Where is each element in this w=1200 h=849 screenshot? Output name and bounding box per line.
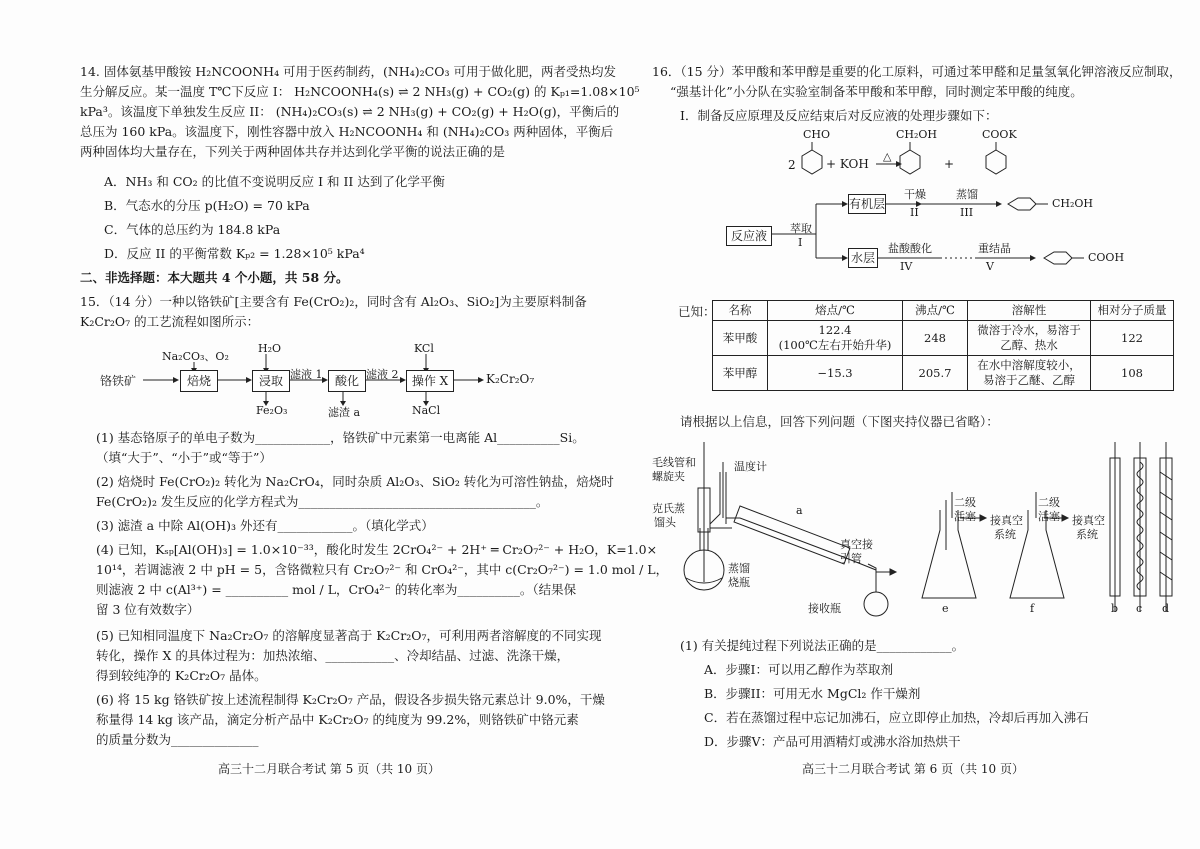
workup-recryst-step: V <box>986 260 994 273</box>
flow-box-roasting: 焙烧 <box>180 370 218 392</box>
flow-output-4: NaCl <box>412 404 441 417</box>
table-header: 名称 <box>713 301 768 321</box>
known-label: 已知： <box>678 304 716 319</box>
melting-value: 122.4 <box>818 323 852 337</box>
flow-box-acidify: 酸化 <box>328 370 366 392</box>
q15-part-5b: 转化，操作 X 的具体过程为：加热浓缩、___________、冷却结晶、过滤、洗涤干燥， <box>96 648 570 663</box>
table-header: 沸点/℃ <box>903 301 968 321</box>
condenser-a <box>734 506 850 564</box>
label-condenser-a: a <box>796 504 803 517</box>
q15-part-4d: 留 3 位有效数字） <box>96 602 200 617</box>
reaction-group-ch2oh: CH₂OH <box>896 128 938 141</box>
table-row <box>713 356 1174 391</box>
reaction-plus-koh: + KOH <box>826 157 869 171</box>
q15-intro-2: K₂Cr₂O₇ 的工艺流程如图所示： <box>80 314 260 329</box>
label-vacuum-2: 引管 <box>840 552 862 565</box>
q15-part-4c: 则滤液 2 中 c(Al³⁺) = __________ mol / L，CrO₄²⁻ 的转化率为__________。（结果保 <box>96 582 577 597</box>
ring-product-1 <box>1008 198 1036 210</box>
table-row <box>713 321 1174 356</box>
workup-product-2: COOH <box>1088 251 1125 264</box>
q15-part-6c: 的质量分数为______________ <box>96 732 259 747</box>
benzene-ring-1 <box>802 150 822 174</box>
workup-dry-label: 干燥 <box>904 188 926 201</box>
solubility-line-1: 微溶于冷水，易溶于 <box>977 323 1081 337</box>
workup-distill-label: 蒸馏 <box>956 188 978 201</box>
reaction-plus: + <box>944 157 955 171</box>
reaction-group-cook: COOK <box>982 128 1017 141</box>
label-vac-sys-f-1: 接真空 <box>1072 514 1105 527</box>
workup-box-organic-layer: 有机层 <box>848 194 886 214</box>
q14-line-1: 14. 固体氨基甲酸铵 H₂NCOONH₄ 可用于医药制药，(NH₄)₂CO₃ 可用于做化肥，两者受热均发 <box>80 64 616 79</box>
q14-line-3: kPa³。该温度下单独发生反应 II： (NH₄)₂CO₃(s) ⇌ 2 NH₃(g) + CO₂(g) + H₂O(g)，平衡后的 <box>80 104 620 119</box>
q16-intro-3: I．制备反应原理及反应结束后对反应液的处理步骤如下： <box>680 108 998 123</box>
benzene-ring-3 <box>986 150 1006 174</box>
q14-option-c: C．气体的总压约为 184.8 kPa <box>104 222 281 237</box>
q14-option-b: B．气态水的分压 p(H₂O) = 70 kPa <box>104 198 310 213</box>
label-flask-2: 烧瓶 <box>728 576 750 589</box>
q15-part-6b: 称量得 14 kg 该产品，滴定分析产品中 K₂Cr₂O₇ 的纯度为 99.2%，则铬铁矿中铬元素 <box>96 712 579 727</box>
properties-table <box>712 300 1174 391</box>
workup-dry-step: II <box>910 206 919 219</box>
left-page-footer: 高三十二月联合考试 第 5 页（共 10 页） <box>218 762 440 776</box>
q15-part-5a: (5) 已知相同温度下 Na₂Cr₂O₇ 的溶解度显著高于 K₂Cr₂O₇，可利用两者溶解度的不同实现 <box>96 628 602 643</box>
table-cell-solubility <box>968 356 1091 391</box>
receiving-flask <box>864 592 888 616</box>
table-cell-melting <box>768 356 903 391</box>
q14-line-4: 总压为 160 kPa。该温度下，刚性容器中放入 H₂NCOONH₄ 和 (NH₄)₂CO₃ 两种固体，平衡后 <box>80 124 614 139</box>
label-condenser-c: c <box>1136 602 1143 615</box>
q14-line-5: 两种固体均大量存在，下列关于两种固体共存并达到化学平衡的说法正确的是 <box>80 144 506 159</box>
label-capillary: 毛线管和 <box>652 456 696 469</box>
reaction-coefficient: 2 <box>788 158 796 172</box>
q14-option-d: D．反应 II 的平衡常数 Kₚ₂ = 1.28×10⁵ kPa⁴ <box>104 246 365 261</box>
apparatus-svg <box>640 432 1200 622</box>
q15-part-6a: (6) 将 15 kg 铬铁矿按上述流程制得 K₂Cr₂O₇ 产品，假设各步损失铬元素总计 9.0%，干燥 <box>96 692 605 707</box>
flow-start-label: 铬铁矿 <box>100 374 137 388</box>
workup-box-aqueous-layer: 水层 <box>848 248 878 268</box>
label-vac-sys-f-2: 系统 <box>1076 528 1098 541</box>
label-claisen-1: 克氏蒸 <box>652 502 685 515</box>
table-cell-melting <box>768 321 903 356</box>
flow-box-leaching: 浸取 <box>252 370 290 392</box>
q15-part-4a: (4) 已知，Kₛₚ[Al(OH)₃] = 1.0×10⁻³³，酸化时发生 2CrO₄²⁻ + 2H⁺ ═ Cr₂O₇²⁻ + H₂O，K=1.0× <box>96 542 658 557</box>
flow-residue-a: 滤渣 a <box>328 406 361 419</box>
q14-line-2: 生分解反应。某一温度 T℃下反应 I： H₂NCOONH₄(s) ⇌ 2 NH₃(g) + CO₂(g) 的 Kₚ₁=1.08×10⁵ <box>80 84 640 99</box>
q14-option-a: A．NH₃ 和 CO₂ 的比值不变说明反应 I 和 II 达到了化学平衡 <box>104 174 445 189</box>
label-plug-f-1: 二级 <box>1038 496 1060 509</box>
label-flask-e: e <box>942 602 949 615</box>
flow-input-4: KCl <box>414 342 434 355</box>
label-condenser-d: d <box>1162 602 1170 615</box>
workup-extract-step: I <box>798 236 803 249</box>
flow-output-2: Fe₂O₃ <box>256 404 288 417</box>
melting-note: (100℃左右开始升华) <box>778 338 892 352</box>
q15-part-1a: (1) 基态铬原子的单电子数为____________，铬铁矿中元素第一电离能 Al__________Si。 <box>96 430 585 445</box>
q15-part-5c: 得到较纯净的 K₂Cr₂O₇ 晶体。 <box>96 668 267 683</box>
flow-filtrate-1: 滤液 1 <box>290 368 323 381</box>
flow-box-operation-x: 操作 X <box>406 370 454 392</box>
label-condenser-b: b <box>1111 602 1119 615</box>
q16-option-d: D．步骤V：产品可用酒精灯或沸水浴加热烘干 <box>704 734 961 749</box>
flow-product: K₂Cr₂O₇ <box>486 372 535 386</box>
label-claisen-2: 馏头 <box>654 516 676 529</box>
table-header: 溶解性 <box>968 301 1091 321</box>
apparatus-hint: 请根据以上信息，回答下列问题（下图夹持仪器已省略）： <box>680 414 999 429</box>
workup-extract-label: 萃取 <box>790 222 812 235</box>
q16-intro-1: 16．（15 分）苯甲酸和苯甲醇是重要的化工原料，可通过苯甲醛和足量氢氧化钾溶液反应制取， <box>652 64 1182 79</box>
q15-intro-1: 15．（14 分）一种以铬铁矿[主要含有 Fe(CrO₂)₂，同时含有 Al₂O₃、SiO₂]为主要原料制备 <box>80 294 587 309</box>
table-cell-boiling: 205.7 <box>903 356 968 391</box>
label-vac-sys-e-2: 系统 <box>994 528 1016 541</box>
table-cell-boiling: 248 <box>903 321 968 356</box>
ring-product-2 <box>1044 252 1072 264</box>
q15-part-1b: （填“大于”、“小于”或“等于”） <box>96 450 272 465</box>
table-header: 熔点/℃ <box>768 301 903 321</box>
workup-product-1: CH₂OH <box>1052 197 1094 210</box>
solubility-line-1: 在水中溶解度较小， <box>977 358 1081 372</box>
flow-input-2: H₂O <box>258 342 282 355</box>
q16-option-b: B．步骤II：可用无水 MgCl₂ 作干燥剂 <box>704 686 921 701</box>
table-cell-mass: 108 <box>1091 356 1174 391</box>
solubility-line-2: 乙醇、热水 <box>1000 338 1058 352</box>
q15-part-3: (3) 滤渣 a 中除 Al(OH)₃ 外还有____________。（填化学式） <box>96 518 434 533</box>
label-spiral-clamp: 螺旋夹 <box>652 470 685 483</box>
workup-box-reaction-liquid: 反应液 <box>726 226 772 246</box>
right-page-footer: 高三十二月联合考试 第 6 页（共 10 页） <box>802 762 1024 776</box>
table-cell-solubility <box>968 321 1091 356</box>
label-flask-1: 蒸馏 <box>728 562 750 575</box>
label-vacuum-1: 真空接 <box>840 538 873 551</box>
reaction-group-cho: CHO <box>803 128 831 141</box>
table-cell-name: 苯甲醇 <box>713 356 768 391</box>
flow-filtrate-2: 滤液 2 <box>366 368 399 381</box>
label-receiver: 接收瓶 <box>808 602 841 615</box>
reaction-heat: △ <box>883 150 892 163</box>
flow-input-1: Na₂CO₃、O₂ <box>162 350 229 363</box>
workup-acidify-step: IV <box>900 260 913 273</box>
benzene-ring-2 <box>900 150 920 174</box>
q15-part-2b: Fe(CrO₂)₂ 发生反应的化学方程式为______________________________________。 <box>96 494 549 509</box>
label-plug-f-2: 活塞 <box>1038 510 1060 523</box>
label-plug-e-1: 二级 <box>954 496 976 509</box>
workup-acidify-label: 盐酸酸化 <box>888 242 932 255</box>
table-header: 相对分子质量 <box>1091 301 1174 321</box>
q16-option-c: C．若在蒸馏过程中忘记加沸石，应立即停止加热，冷却后再加入沸石 <box>704 710 1089 725</box>
q15-part-2a: (2) 焙烧时 Fe(CrO₂)₂ 转化为 Na₂CrO₄，同时杂质 Al₂O₃、SiO₂ 转化为可溶性钠盐，焙烧时 <box>96 474 614 489</box>
table-header-row <box>713 301 1174 321</box>
label-vac-sys-e-1: 接真空 <box>990 514 1023 527</box>
table-cell-mass: 122 <box>1091 321 1174 356</box>
label-flask-f: f <box>1030 602 1035 615</box>
right-page <box>600 0 1200 849</box>
melting-value: −15.3 <box>817 365 853 380</box>
workup-distill-step: III <box>960 206 974 219</box>
solubility-line-2: 易溶于乙醚、乙醇 <box>983 373 1075 387</box>
q16-part-1: (1) 有关提纯过程下列说法正确的是____________。 <box>680 638 965 653</box>
section-2-heading: 二、非选择题：本大题共 4 个小题，共 58 分。 <box>80 270 349 285</box>
q16-option-a: A．步骤I：可以用乙醇作为萃取剂 <box>704 662 893 677</box>
q16-intro-2: “强基计化”小分队在实验室制备苯甲酸和苯甲醇，同时测定苯甲酸的纯度。 <box>670 84 1083 99</box>
table-cell-name: 苯甲酸 <box>713 321 768 356</box>
q15-part-4b: 10¹⁴，若调滤液 2 中 pH = 5，含铬微粒只有 Cr₂O₇²⁻ 和 CrO₄²⁻，其中 c(Cr₂O₇²⁻) = 1.0 mol / L， <box>96 562 669 577</box>
label-thermometer: 温度计 <box>734 460 767 473</box>
workup-recryst-label: 重结晶 <box>978 242 1011 255</box>
label-plug-e-2: 活塞 <box>954 510 976 523</box>
